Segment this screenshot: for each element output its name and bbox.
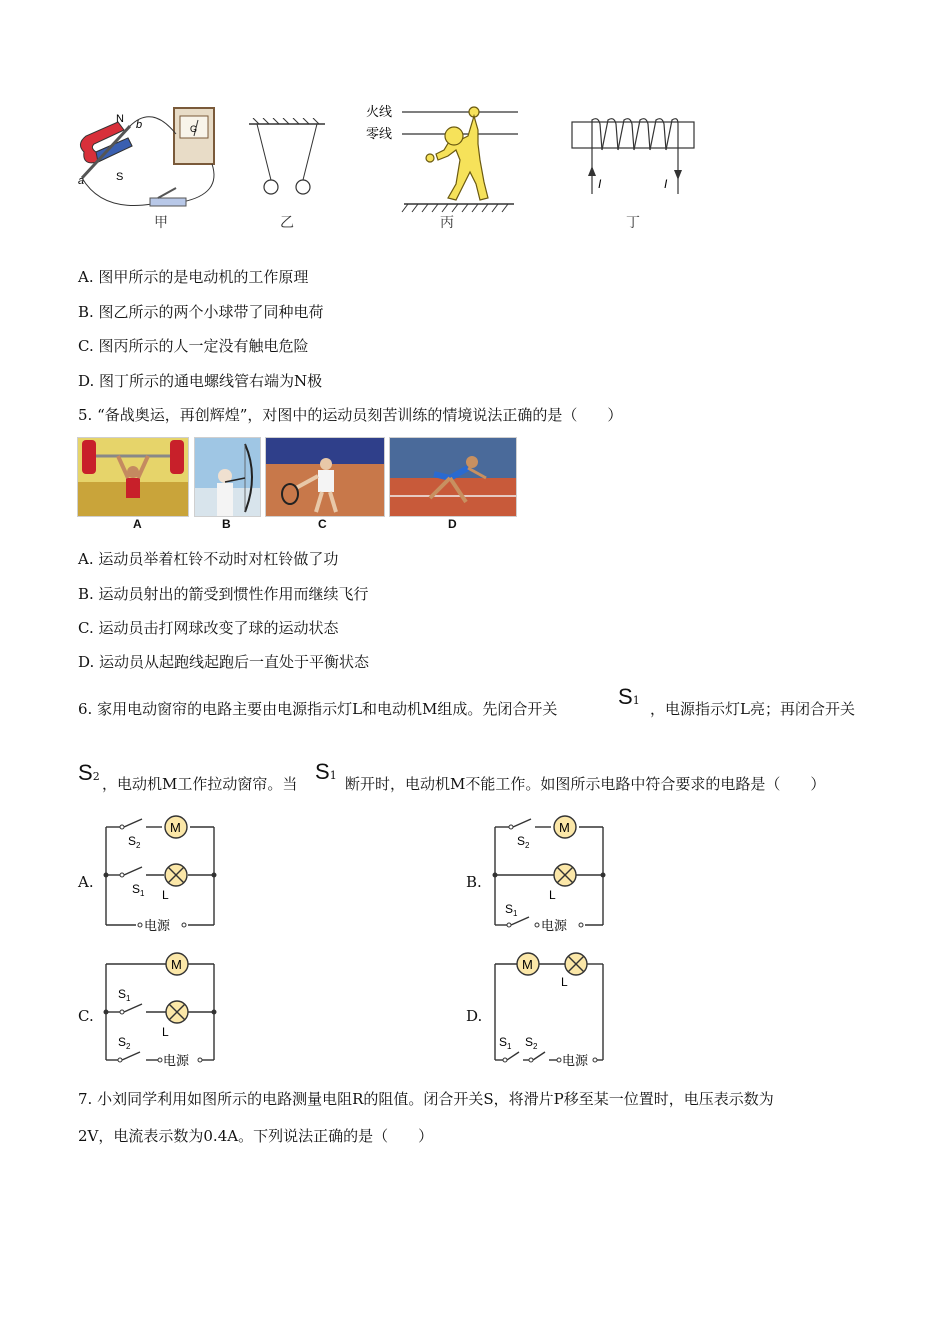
fig-jia-n-label: N: [116, 113, 124, 125]
q4-option-c: C. 图丙所示的人一定没有触电危险: [78, 337, 309, 355]
q5-photo-tennis: [265, 437, 385, 517]
q5-photo-weightlifter: [77, 437, 189, 517]
q6-circuit-d-diagram: [485, 950, 615, 1072]
circuit-b-lamp-label: L: [549, 888, 556, 902]
circuit-c-lamp-label: L: [162, 1025, 169, 1039]
fig-ding-current-right: I: [664, 177, 668, 191]
figure-bing-label: 丙: [440, 215, 454, 231]
figure-jia-label: 甲: [154, 215, 168, 231]
fig-ding-current-left: I: [598, 177, 602, 191]
q6-symbol-s1-line2: S1: [315, 759, 337, 784]
circuit-a-s1-label: $S_1$: [132, 882, 145, 898]
q6-symbol-s2-line2: S2: [78, 760, 100, 785]
figure-jia-generator-diagram: [72, 104, 222, 214]
q6-circuit-a-diagram: [96, 815, 226, 935]
q4-option-d: D. 图丁所示的通电螺线管右端为N极: [78, 372, 323, 390]
circuit-b-power-label: 电源: [541, 918, 568, 933]
figure-ding-label: 丁: [626, 215, 640, 231]
q5-option-a: A. 运动员举着杠铃不动时对杠铃做了功: [78, 550, 339, 568]
q5-stem: 5. “备战奥运，再创辉煌”，对图中的运动员刻苦训练的情境说法正确的是（ ）: [78, 406, 623, 424]
circuit-c-power-label: 电源: [163, 1053, 190, 1068]
circuit-b-s1-label: $S_1$: [505, 902, 518, 918]
circuit-c-motor-label: M: [171, 957, 182, 972]
fig-jia-g-label: G: [190, 124, 198, 134]
q5-photo-archer: [194, 437, 261, 517]
q5-option-d: D. 运动员从起跑线起跑后一直处于平衡状态: [78, 653, 370, 671]
circuit-d-s2-label: $S_2$: [525, 1035, 538, 1051]
figure-ding-solenoid-diagram: [568, 116, 700, 198]
figure-yi-hanging-balls-diagram: [245, 118, 329, 202]
q7-line2: 2V，电流表示数为0.4A。下列说法正确的是（ ）: [78, 1127, 434, 1145]
q6-symbol-s1-line1: S1: [618, 684, 640, 709]
q6-circuit-b-diagram: [485, 815, 615, 935]
q6-line1-part-a: 6. 家用电动窗帘的电路主要由电源指示灯L和电动机M组成。先闭合开关: [78, 700, 558, 718]
circuit-d-lamp-label: L: [561, 975, 568, 989]
q6-line2-part-b: 断开时，电动机M不能工作。如图所示电路中符合要求的电路是（ ）: [345, 775, 826, 793]
circuit-b-motor-label: M: [559, 820, 570, 835]
fig-jia-a-label: a: [78, 175, 85, 187]
fig-jia-b-label: b: [136, 119, 143, 131]
q5-photo-sprinter: [389, 437, 517, 517]
q7-line1: 7. 小刘同学利用如图所示的电路测量电阻R的阻值。闭合开关S，将滑片P移至某一位置时，电压表示数为: [78, 1090, 774, 1108]
q5-option-b: B. 运动员射出的箭受到惯性作用而继续飞行: [78, 585, 369, 603]
fig-bing-neutral-wire-label: 零线: [366, 126, 393, 141]
q6-option-label-a: A.: [78, 873, 94, 891]
figure-bing-electric-shock-diagram: [364, 100, 520, 215]
q6-option-label-d: D.: [466, 1007, 483, 1025]
circuit-a-lamp-label: L: [162, 888, 169, 902]
q5-photo-label-d: D: [448, 517, 457, 531]
q4-option-b: B. 图乙所示的两个小球带了同种电荷: [78, 303, 324, 321]
q6-option-label-b: B.: [466, 873, 482, 891]
q6-line1-part-b: ，电源指示灯L亮；再闭合开关: [650, 700, 855, 718]
q5-photo-label-b: B: [222, 517, 231, 531]
q6-circuit-c-diagram: [96, 950, 226, 1072]
q6-option-label-c: C.: [78, 1007, 94, 1025]
q4-option-a: A. 图甲所示的是电动机的工作原理: [78, 268, 309, 286]
q6-line2-part-a: ，电动机M工作拉动窗帘。当: [102, 775, 298, 793]
circuit-a-power-label: 电源: [144, 918, 171, 933]
q5-photo-label-c: C: [318, 517, 327, 531]
fig-jia-s-label: S: [116, 171, 124, 183]
q5-option-c: C. 运动员击打网球改变了球的运动状态: [78, 619, 339, 637]
q5-photo-label-a: A: [133, 517, 142, 531]
circuit-b-s2-label: $S_2$: [517, 834, 530, 850]
circuit-a-s2-label: $S_2$: [128, 834, 141, 850]
circuit-c-s2-label: $S_2$: [118, 1035, 131, 1051]
circuit-d-s1-label: $S_1$: [499, 1035, 512, 1051]
circuit-d-power-label: 电源: [562, 1053, 589, 1068]
circuit-a-motor-label: M: [170, 820, 181, 835]
circuit-c-s1-label: $S_1$: [118, 987, 131, 1003]
fig-bing-live-wire-label: 火线: [366, 104, 393, 119]
figure-yi-label: 乙: [280, 215, 294, 231]
circuit-d-motor-label: M: [522, 957, 533, 972]
